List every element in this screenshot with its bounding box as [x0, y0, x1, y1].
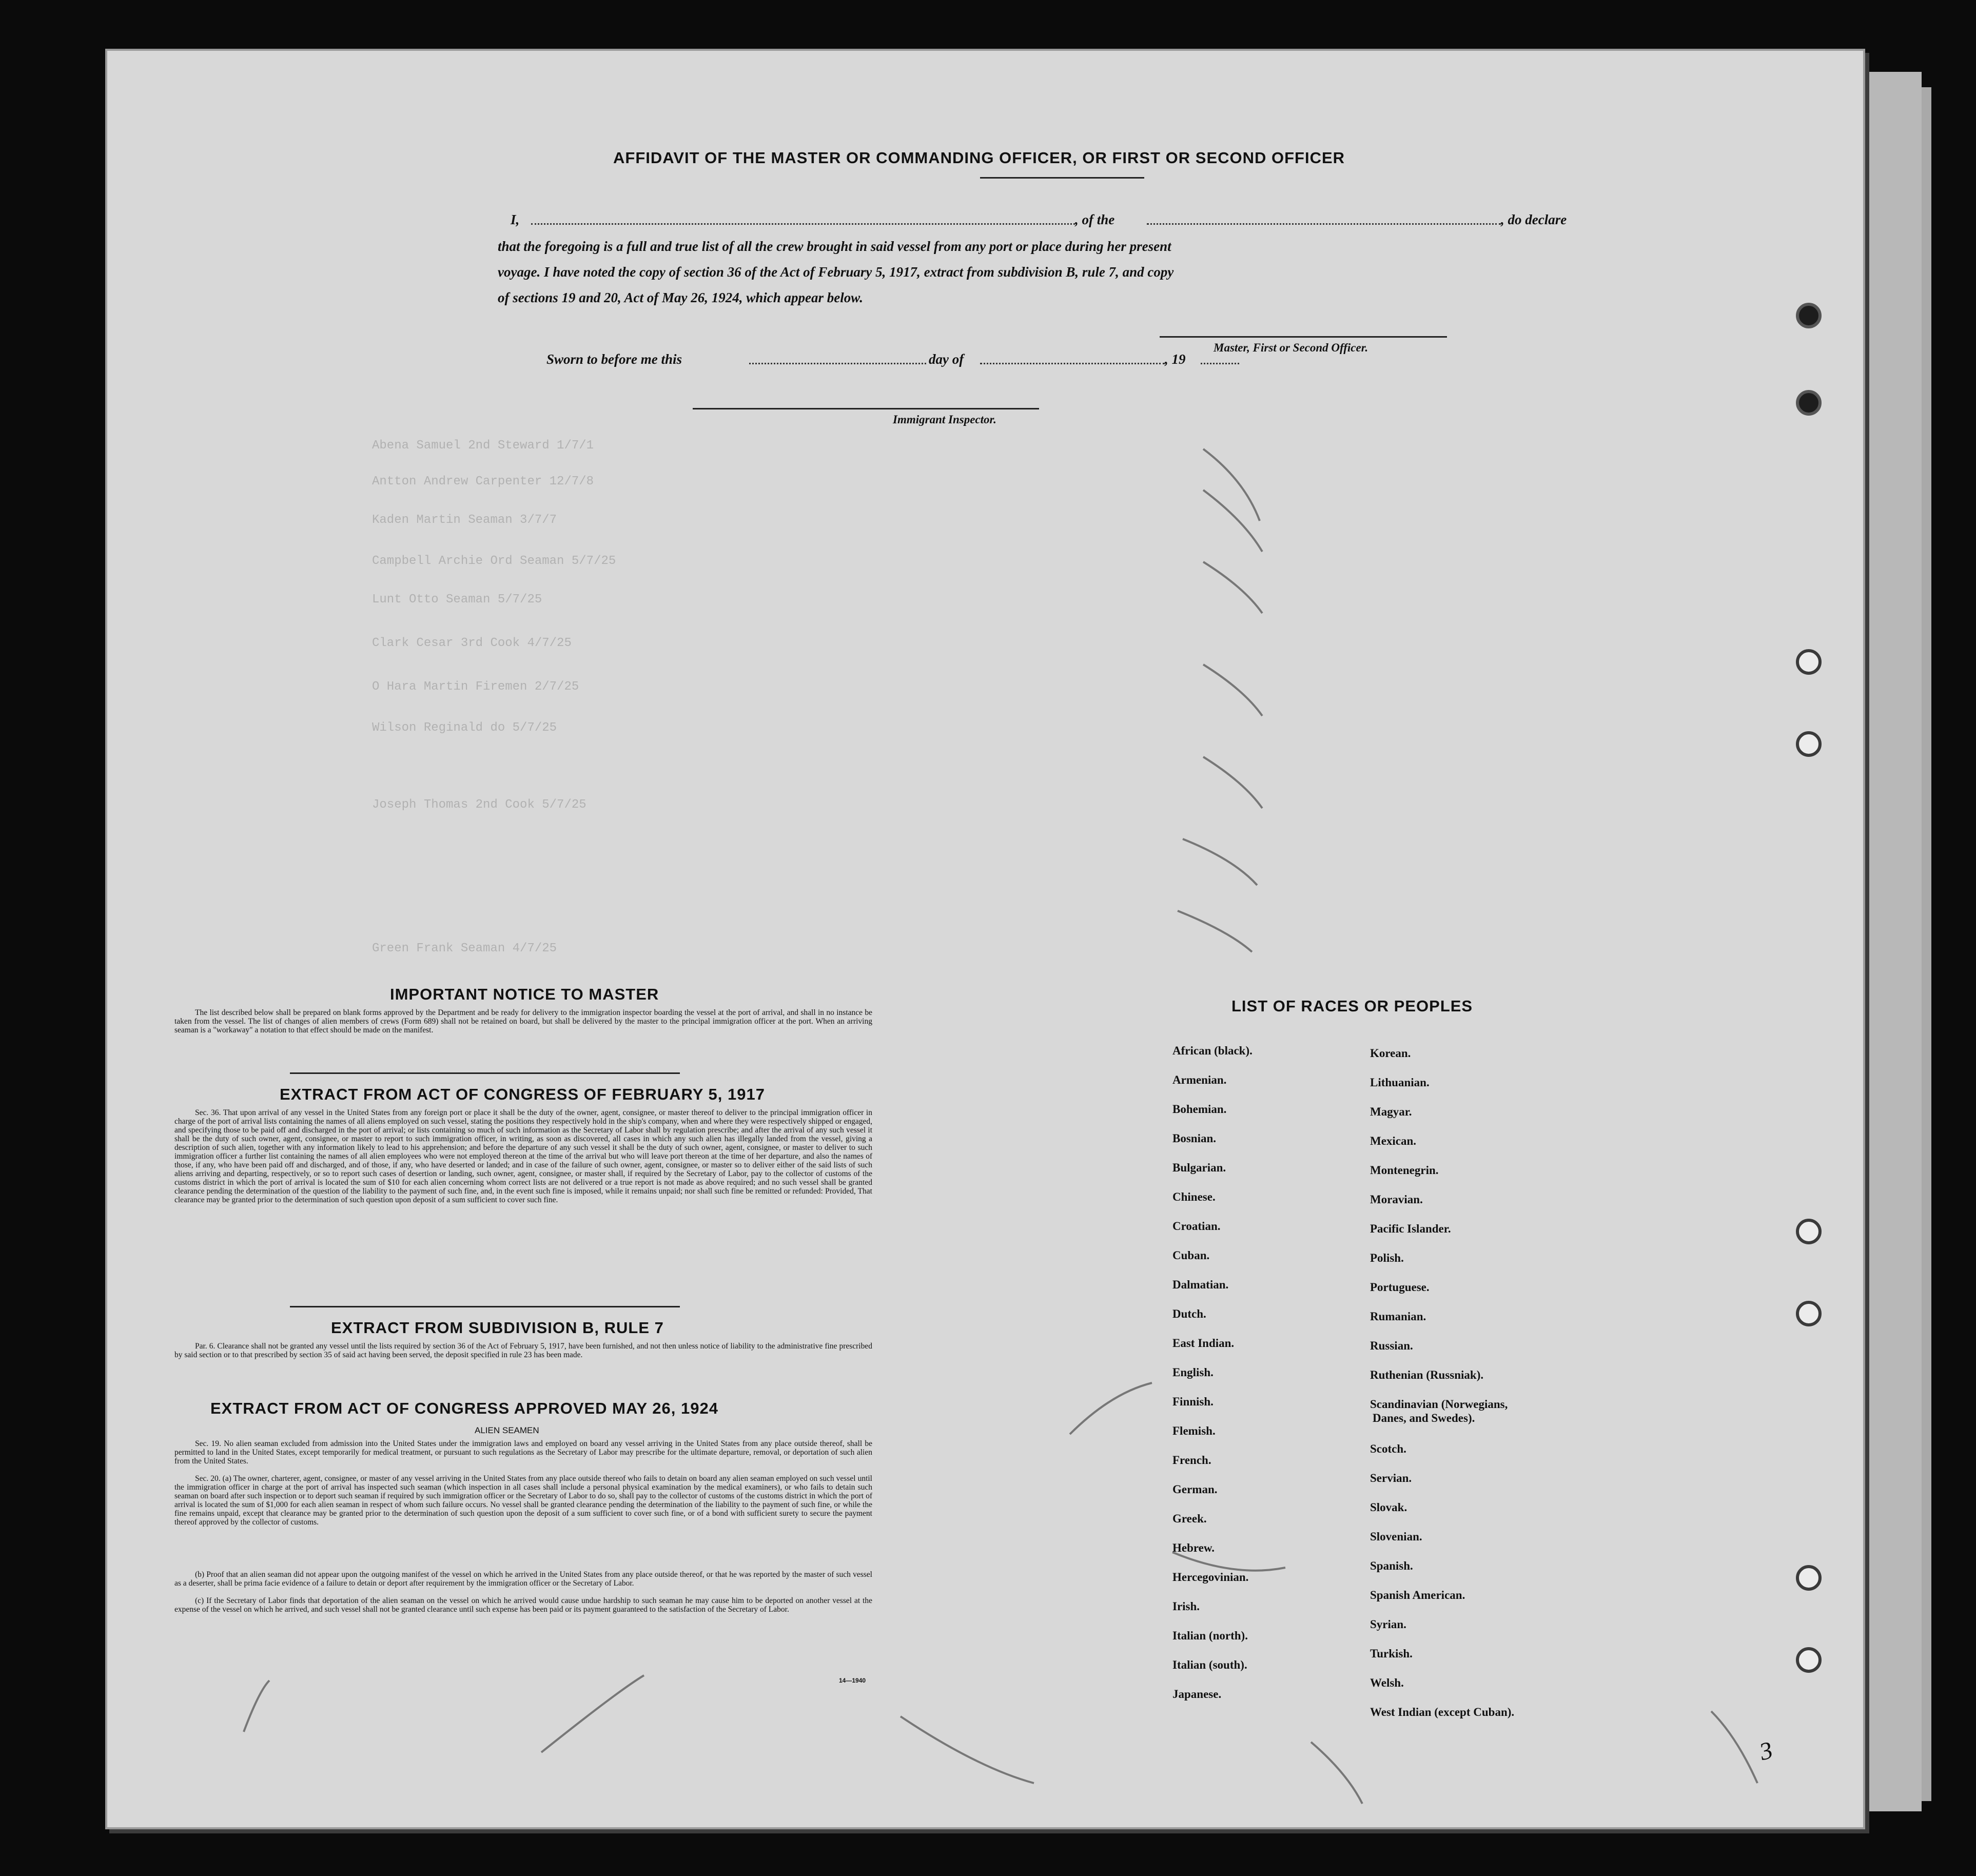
race-item: Pacific Islander. — [1370, 1222, 1451, 1235]
race-item: Cuban. — [1172, 1249, 1210, 1262]
binder-hole-icon — [1796, 1565, 1822, 1591]
affidavit-i-label: I, — [511, 212, 520, 227]
binder-hole-icon — [1796, 303, 1822, 328]
race-item: Montenegrin. — [1370, 1164, 1439, 1177]
notice-body: The list described below shall be prepared on blank forms approved by the Department and be ready for delivery to the immigration inspector boarding the vessel at the port of arrival, and shall in no instance be taken from the vessel. The list of changes of alien members of crews (Form 689) shall not be retained on board, but shall be delivered by the master to the principal immigration officer at the port. When an arriving seaman is a "workaway" a notation to that effect should be made on the manifest. — [174, 1008, 872, 1034]
affidavit-title: AFFIDAVIT OF THE MASTER OR COMMANDING OFFICER, OR FIRST OR SECOND OFFICER — [613, 149, 1345, 167]
race-item: Slovak. — [1370, 1501, 1407, 1514]
pencil-marks — [105, 49, 1865, 1829]
race-item: Rumanian. — [1370, 1310, 1426, 1323]
race-item: Bohemian. — [1172, 1103, 1227, 1116]
race-item: Syrian. — [1370, 1618, 1406, 1631]
race-item: East Indian. — [1172, 1337, 1235, 1350]
race-item: Magyar. — [1370, 1105, 1412, 1118]
race-item: Hercegovinian. — [1172, 1571, 1249, 1584]
extract-1924-sec19: Sec. 19. No alien seaman excluded from admission into the United States under the immigration laws and employed on board any vessel arriving in the United States from any place outside thereof, shall be permitted to land in the United States, except temporarily for medical treatment, or pursuant to such regulations as the Secretary of Labor may prescribe for the ultimate departure, removal, or deportation of such alien from the United States. — [174, 1439, 872, 1465]
races-title: LIST OF RACES OR PEOPLES — [1231, 997, 1473, 1015]
inspector-label: Immigrant Inspector. — [893, 413, 996, 426]
extract-1924-title: EXTRACT FROM ACT OF CONGRESS APPROVED MAY 26, 1924 — [210, 1399, 718, 1417]
binder-hole-icon — [1796, 649, 1822, 675]
year-label: , 19 — [1165, 351, 1186, 367]
race-item: Bosnian. — [1172, 1132, 1217, 1145]
race-item: French. — [1172, 1454, 1211, 1467]
race-item: Turkish. — [1370, 1647, 1413, 1660]
race-item: Russian. — [1370, 1339, 1413, 1352]
binder-hole-icon — [1796, 1301, 1822, 1326]
notice-title: IMPORTANT NOTICE TO MASTER — [390, 985, 659, 1003]
race-item: English. — [1172, 1366, 1214, 1379]
race-item: Spanish. — [1370, 1559, 1413, 1572]
affidavit-do-declare: , do declare — [1501, 212, 1567, 227]
affidavit-line-2: that the foregoing is a full and true list of all the crew brought in said vessel from any port or place during her present — [498, 239, 1171, 254]
extract-1924-sec20a: Sec. 20. (a) The owner, charterer, agent, consignee, or master of any vessel arriving in the United States from any place outside thereof who fails to detain on board any alien seaman employed on such vessel until the immigration officer in charge at the port of arrival has inspected such seaman (which inspection in all cases shall include a personal physical examination by the medical examiners), or who fails to detain such seaman on board after such inspection or to deport such seaman if required by such immigration officer or the Secretary of Labor to do so, shall pay to the collector of customs of the customs district in which the port of arrival is located the sum of $1,000 for each alien seaman in respect of whom such failure occurs. No vessel shall be granted clearance pending the determination of the liability to the payment of such fine, or while the fine remains unpaid, except that clearance may be granted prior to the determination of such question upon the deposit of a sum sufficient to cover such fine, or of a bond with sufficient surety to secure the payment thereof approved by the collector of customs. — [174, 1474, 872, 1527]
race-item: Hebrew. — [1172, 1541, 1215, 1554]
race-item: Spanish American. — [1370, 1589, 1465, 1601]
extract-rule7-body: Par. 6. Clearance shall not be granted any vessel until the lists required by section 36 of the Act of February 5, 1917, have been furnished, and not then unless notice of liability to the administrative fine prescribed by said section or to that prescribed by section 35 of said act having been served, the deposit specified in rule 23 has been made. — [174, 1342, 872, 1359]
race-item: Greek. — [1172, 1512, 1207, 1525]
race-item: African (black). — [1172, 1044, 1253, 1057]
race-item: Finnish. — [1172, 1395, 1214, 1408]
race-item: Korean. — [1370, 1047, 1411, 1060]
sworn-label: Sworn to before me this — [546, 351, 682, 367]
binder-hole-icon — [1796, 731, 1822, 757]
race-item: Flemish. — [1172, 1424, 1216, 1437]
race-item: Dutch. — [1172, 1307, 1206, 1320]
race-item: Servian. — [1370, 1472, 1412, 1484]
race-item: Danes, and Swedes). — [1373, 1412, 1475, 1424]
race-item: Dalmatian. — [1172, 1278, 1229, 1291]
manifest-page: Abena Samuel 2nd Steward 1/7/1 Antton Andrew Carpenter 12/7/8 Kaden Martin Seaman 3/7/7 Campbell Archie Ord Seaman 5/7/25 Lunt Otto Seaman 5/7/25 Clark Cesar 3rd Cook 4/7/25 O Hara Martin Firemen 2/7/25 Wilson Reginald do 5/7/25 Joseph Thomas 2nd Cook 5/7/25 Green Frank Seaman 4/7/25 AFFIDAVIT OF THE MASTER OR COMMANDING OFFICER, OR FIRST OR SECOND OFFICER I, , of the , do declare that the foregoing is a full and true list of all the crew brought in said vessel from any port or place during her present voyage. I have noted the copy of section 36 of the Act of February 5, 1917, extract from subdivision B, rule 7, and copy of sections 19 and 20, Act of May 26, 1924, which appear below. Master, First or Second Officer. Sworn to before me this day of , 19 Immigrant Inspector. IMPORTANT NOTICE TO MASTER The list described below shall be prepared on blank forms approved by the Department and be ready for delivery to the immigration inspector boarding the vessel at the port of arrival, and shall in no instance be taken from the vessel. The list of changes of alien members of crews (Form 689) shall not be retained on board, but shall be delivered by the master to the principal immigration officer at the port. When an arriving seaman is a "workaway" a notation to that effect should be made on the manifest. EXTRACT FROM ACT OF CONGRESS OF FEBRUARY 5, 1917 Sec. 36. That upon arrival of any vessel in the United States from any foreign port or place it shall be the duty of the owner, agent, consignee, or master thereof to deliver to the principal immigration officer in charge of the port of arrival lists containing the names of all aliens employed on such vessel, stating the positions they respectively hold in the ship's company, when and where they were respectively shipped or engaged, and specifying those to be paid off and discharged in the port of arrival; or lists containing so much of such information as the Secretary of Labor shall by regulation prescribe; and after the arrival of any such vessel it shall be the duty of such owner, agent, consignee, or master to report to such immigration officer, in writing, as soon as discovered, all cases in which any such alien has illegally landed from the vessel, giving a description of such alien, together with any information likely to lead to his apprehension; and before the departure of any such vessel it shall be the duty of such owner, agent, consignee, or master to deliver to such immigration officer a further list containing the names of all alien employees who were not employed thereon at the time of the arrival but who will leave port thereon at the time of her departure, and also the names of those, if any, who have been paid off and discharged, and of those, if any, who have deserted or landed; and in case of the failure of such owner, agent, consignee, or master so to deliver either of the said lists of such aliens arriving and departing, respectively, or so to report such cases of desertion or landing, such owner, agent, consignee, or master shall, if required by the Secretary of Labor, pay to the collector of customs of the customs district in which the port of arrival is located the sum of $10 for each alien concerning whom correct lists are not delivered or a true report is not made as above required; and no such vessel shall be granted clearance pending the determination of the question of the liability to the payment of such fine, and, in the event such fine is imposed, while it remains unpaid; nor shall such fine be remitted or refunded: Provided, That clearance may be granted prior to the determination of such question upon deposit of a sum sufficient to cover such fine. EXTRACT FROM SUBDIVISION B, RULE 7 Par. 6. Clearance shall not be granted any vessel until the lists required by section 36 of the Act of February 5, 1917, have been furnished, and not then unless notice of liability to the administrative fine prescribed by said section or to that prescribed by section 35 of said act having been served, the deposit specified in rule 23 has been made. EXTRACT FROM ACT OF CONGRESS APPROVED MAY 26, 1924 ALIEN SEAMEN Sec. 19. No alien seaman excluded from admission into the United States under the immigration laws and employed on board any vessel arriving in the United States from any place outside thereof, shall be permitted to land in the United States, except temporarily for medical treatment, or pursuant to such regulations as the Secretary of Labor may prescribe for the ultimate departure, removal, or deportation of such alien from the United States. Sec. 20. (a) The owner, charterer, agent, consignee, or master of any vessel arriving in the United States from any place outside thereof who fails to detain on board any alien seaman employed on such vessel until the immigration officer in charge at the port of arrival has inspected such seaman (which inspection in all cases shall include a personal physical examination by the medical examiners), or who fails to detain such seaman on board after such inspection or to deport such seaman if required by such immigration officer or the Secretary of Labor to do so, shall pay to the collector of customs of the customs district in which the port of arrival is located the sum of $1,000 for each alien seaman in respect of whom such failure occurs. No vessel shall be granted clearance pending the determination of the liability to the payment of such fine, or while the fine remains unpaid, except that clearance may be granted prior to the determination of such question upon the deposit of a sum sufficient to cover such fine, or of a bond with sufficient surety to secure the payment thereof approved by the collector of customs. (b) Proof that an alien seaman did not appear upon the outgoing manifest of the vessel on which he arrived in the United States from any place outside thereof, or that he was reported by the master of such vessel as a deserter, shall be prima facie evidence of a failure to detain or deport after requirement by the immigration officer or the Secretary of Labor. (c) If the Secretary of Labor finds that deportation of the alien seaman on the vessel on which he arrived would cause undue hardship to such seaman he may cause him to be deported on another vessel at the expense of the vessel on which he arrived, and such vessel shall not be granted clearance until such expense has been paid or its payment guaranteed to the satisfaction of the Secretary of Labor. 14—1940 LIST OF RACES OR PEOPLES African (black). Armenian. Bohemian. Bosnian. Bulgarian. Chinese. Croatian. Cuban. Dalmatian. Dutch. East Indian. English. Finnish. Flemish. French. German. Greek. Hebrew. Hercegovinian. Irish. Italian (north). Italian (south). Japanese. Korean. Lithuanian. Magyar. Mexican. Montenegrin. Moravian. Pacific Islander. Polish. Portuguese. Rumanian. Russian. Ruthenian (Russniak). Scandinavian (Norwegians, Danes, and Swedes). Scotch. Servian. Slovak. Slovenian. Spanish. Spanish American. Syrian. Turkish. Welsh. West Indian (except Cuban). 3 — [105, 49, 1865, 1829]
affidavit-line-3: voyage. I have noted the copy of section 36 of the Act of February 5, 1917, extract from subdivision B, rule 7, and copy — [498, 264, 1174, 280]
race-item: Scotch. — [1370, 1442, 1406, 1455]
race-item: Moravian. — [1370, 1193, 1423, 1206]
race-item: Portuguese. — [1370, 1281, 1430, 1294]
race-item: Bulgarian. — [1172, 1161, 1226, 1174]
extract-1917-body: Sec. 36. That upon arrival of any vessel in the United States from any foreign port or place it shall be the duty of the owner, agent, consignee, or master thereof to deliver to the principal immigration officer in charge of the port of arrival lists containing the names of all aliens employed on such vessel, stating the positions they respectively hold in the ship's company, when and where they were respectively shipped or engaged, and specifying those to be paid off and discharged in the port of arrival; or lists containing so much of such information as the Secretary of Labor shall by regulation prescribe; and after the arrival of any such vessel it shall be the duty of such owner, agent, consignee, or master to report to such immigration officer, in writing, as soon as discovered, all cases in which any such alien has illegally landed from the vessel, giving a description of such alien, together with any information likely to lead to his apprehension; and before the departure of any such vessel it shall be the duty of such owner, agent, consignee, or master to deliver to such immigration officer a further list containing the names of all alien employees who were not employed thereon at the time of the arrival but who will leave port thereon at the time of her departure, and also the names of those, if any, who have been paid off and discharged, and of those, if any, who have deserted or landed; and in case of the failure of such owner, agent, consignee, or master so to deliver either of the said lists of such aliens arriving and departing, respectively, or so to report such cases of desertion or landing, such owner, agent, consignee, or master shall, if required by the Secretary of Labor, pay to the collector of customs of the customs district in which the port of arrival is located the sum of $10 for each alien concerning whom correct lists are not delivered or a true report is not made as above required; and no such vessel shall be granted clearance pending the determination of the question of the liability to the payment of such fine, and, in the event such fine is imposed, while it remains unpaid; nor shall such fine be remitted or refunded: Provided, That clearance may be granted prior to the determination of such question upon deposit of a sum sufficient to cover such fine. — [174, 1108, 872, 1204]
day-of-label: day of — [929, 351, 964, 367]
form-number: 14—1940 — [839, 1677, 866, 1684]
race-item: Irish. — [1172, 1600, 1200, 1613]
race-item: Chinese. — [1172, 1190, 1216, 1203]
master-label: Master, First or Second Officer. — [1214, 341, 1368, 354]
extract-1924-subtitle: ALIEN SEAMEN — [475, 1425, 539, 1435]
race-item: Ruthenian (Russniak). — [1370, 1369, 1484, 1381]
race-item: West Indian (except Cuban). — [1370, 1706, 1515, 1718]
binder-hole-icon — [1796, 390, 1822, 416]
race-item: Mexican. — [1370, 1135, 1417, 1147]
race-item: Lithuanian. — [1370, 1076, 1430, 1089]
race-item: Slovenian. — [1370, 1530, 1422, 1543]
race-item: Armenian. — [1172, 1073, 1227, 1086]
race-item: Japanese. — [1172, 1688, 1222, 1701]
race-item: Croatian. — [1172, 1220, 1221, 1233]
affidavit-of-the: , of the — [1075, 212, 1115, 227]
margin-note: 3 — [1756, 1736, 1776, 1766]
race-item: Welsh. — [1370, 1676, 1404, 1689]
race-item: Scandinavian (Norwegians, — [1370, 1398, 1508, 1411]
binder-hole-icon — [1796, 1647, 1822, 1673]
race-item: Polish. — [1370, 1252, 1404, 1264]
binder-hole-icon — [1796, 1219, 1822, 1244]
extract-rule7-title: EXTRACT FROM SUBDIVISION B, RULE 7 — [331, 1319, 664, 1337]
race-item: Italian (south). — [1172, 1658, 1247, 1671]
affidavit-line-4: of sections 19 and 20, Act of May 26, 1924, which appear below. — [498, 290, 863, 305]
race-item: German. — [1172, 1483, 1218, 1496]
extract-1924-sec20c: (c) If the Secretary of Labor finds that deportation of the alien seaman on the vessel on which he arrived would cause undue hardship to such seaman he may cause him to be deported on another vessel at the expense of the vessel on which he arrived, and such vessel shall not be granted clearance until such expense has been paid or its payment guaranteed to the satisfaction of the Secretary of Labor. — [174, 1596, 872, 1614]
extract-1917-title: EXTRACT FROM ACT OF CONGRESS OF FEBRUARY 5, 1917 — [280, 1085, 765, 1103]
race-item: Italian (north). — [1172, 1629, 1248, 1642]
extract-1924-sec20b: (b) Proof that an alien seaman did not appear upon the outgoing manifest of the vessel on which he arrived in the United States from any place outside thereof, or that he was reported by the master of such vessel as a deserter, shall be prima facie evidence of a failure to detain or deport after requirement by the immigration officer or the Secretary of Labor. — [174, 1570, 872, 1588]
